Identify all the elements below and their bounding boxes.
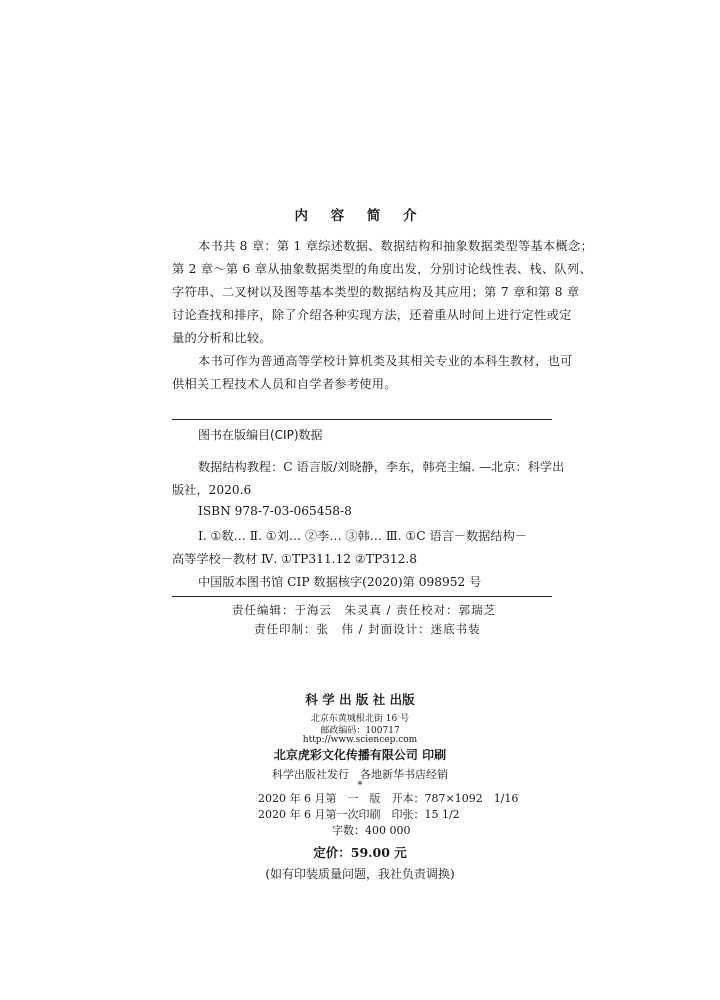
cip-top-rule — [172, 419, 552, 420]
cip-line-5: 高等学校－教材 Ⅳ. ①TP311.12 ②TP312.8 — [172, 552, 418, 566]
separator-star: * — [357, 780, 363, 791]
cip-line-3: ISBN 978-7-03-065458-8 — [198, 504, 352, 518]
intro-line-1: 本书共 8 章：第 1 章综述数据、数据结构和抽象数据类型等基本概念； — [198, 239, 593, 253]
publisher-address: 北京东黄城根北街 16 号 — [310, 714, 410, 724]
price-label: 定价：59.00 元 — [313, 845, 407, 860]
cip-line-4: Ⅰ. ①数… Ⅱ. ①刘… ②李… ③韩… Ⅲ. ①C 语言－数据结构－ — [198, 529, 527, 543]
printer-name: 北京虎彩文化传播有限公司 印刷 — [273, 748, 447, 762]
publisher-website: http://www.sciencep.com — [302, 735, 418, 745]
distribution-line: 科学出版社发行 各地新华书店经销 — [272, 768, 448, 781]
cip-bottom-rule — [172, 596, 552, 597]
intro-line-7: 供相关工程技术人员和自学者参考使用。 — [172, 377, 397, 391]
intro-title: 内 容 简 介 — [294, 208, 426, 224]
imprint-line-1: 2020 年 6 月第 一 版 开本：787×1092 1/16 — [258, 792, 519, 805]
intro-line-5: 量的分析和比较。 — [172, 331, 272, 345]
cip-line-2: 版社，2020.6 — [172, 483, 252, 497]
staff-line-2: 责任印制：张 伟 / 封面设计：迷底书装 — [254, 622, 481, 636]
cip-heading: 图书在版编目(CIP)数据 — [198, 428, 323, 442]
intro-line-4: 讨论查找和排序，除了介绍各种实现方法，还着重从时间上进行定性或定 — [172, 308, 572, 322]
intro-line-3: 字符串、二叉树以及图等基本类型的数据结构及其应用；第 7 章和第 8 章 — [172, 285, 580, 299]
imprint-line-3: 字数：400 000 — [332, 824, 411, 837]
publisher-postcode: 邮政编码：100717 — [320, 726, 400, 736]
cip-line-1: 数据结构教程：C 语言版/刘晓静，李东，韩亮主编. —北京：科学出 — [198, 460, 565, 474]
intro-line-6: 本书可作为普通高等学校计算机类及其相关专业的本科生教材，也可 — [198, 354, 573, 368]
publisher-name: 科 学 出 版 社 出版 — [305, 692, 415, 707]
imprint-line-2: 2020 年 6 月第一次印刷 印张：15 1/2 — [258, 808, 460, 821]
quality-notice: (如有印装质量问题，我社负责调换) — [265, 867, 455, 881]
cip-line-6: 中国版本图书馆 CIP 数据核字(2020)第 098952 号 — [198, 575, 482, 589]
intro-line-2: 第 2 章～第 6 章从抽象数据类型的角度出发，分别讨论线性表、栈、队列、 — [172, 262, 592, 276]
staff-line-1: 责任编辑：于海云 朱灵真 / 责任校对：郭瑞芝 — [232, 603, 497, 617]
